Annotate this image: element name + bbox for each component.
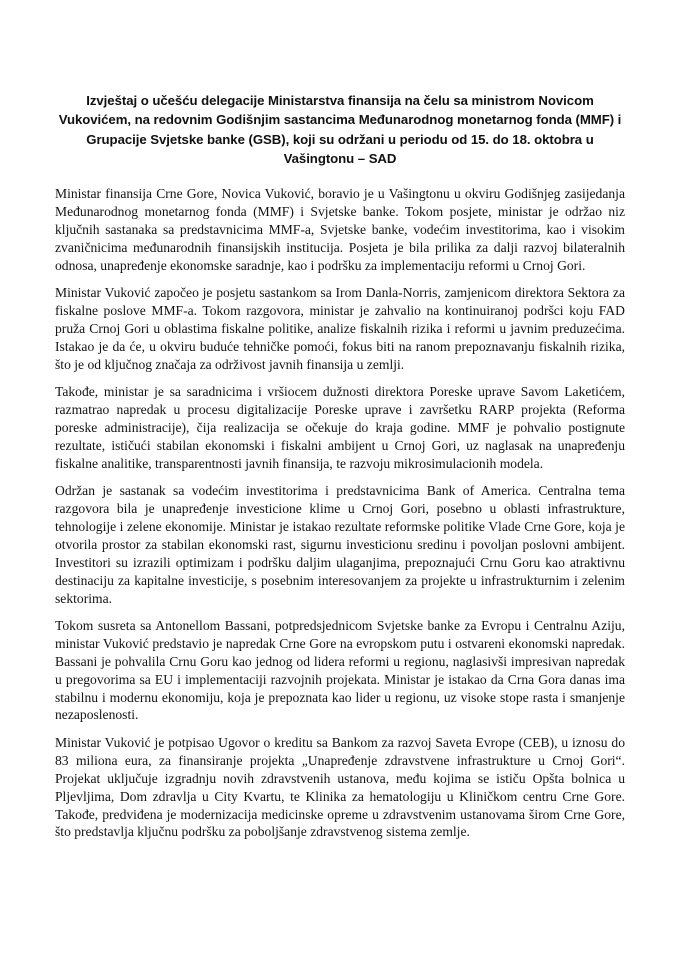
body-paragraph: Tokom susreta sa Antonellom Bassani, potpredsjednicom Svjetske banke za Evropu i Centralnu Aziju, ministar Vuković predstavio je napredak Crne Gore na evropskom putu i ostvareni ekonomski napredak. Bassani je pohvalila Crnu Goru kao jednog od lidera reformi u regionu, naglasivši impresivan napredak u pregovorima sa EU i implementaciji razvojnih projekata. Ministar je istakao da Crna Gora danas ima stabilnu i modernu ekonomiju, koja je prepoznata kao lider u regionu, uz visoke stope rasta i smanjenje nezaposlenosti. bbox=[55, 617, 625, 723]
body-paragraph: Ministar Vuković je potpisao Ugovor o kreditu sa Bankom za razvoj Saveta Evrope (CEB), u iznosu do 83 miliona eura, za finansiranje projekta „Unapređenje zdravstvene infrastrukture u Crnoj Gori“. Projekat uključuje izgradnju novih zdravstvenih ustanova, među kojima se ističu Opšta bolnica u Pljevljima, Dom zdravlja u City Kvartu, te Klinika za hematologiju u Kliničkom centru Crne Gore. Takođe, predviđena je modernizacija medicinske opreme u zdravstvenim ustanovama širom Crne Gore, što predstavlja ključnu podršku za poboljšanje zdravstvenog sistema zemlje. bbox=[55, 734, 625, 840]
body-paragraph: Ministar Vuković započeo je posjetu sastankom sa Irom Danla-Norris, zamjenicom direktora Sektora za fiskalne poslove MMF-a. Tokom razgovora, ministar je zahvalio na kontinuiranoj podršci koju FAD pruža Crnoj Gori u oblastima fiskalne politike, analize fiskalnih rizika i reformi u javnim preduzećima. Istakao je da će, u okviru buduće tehničke pomoći, fokus biti na ranom prepoznavanju fiskalnih rizika, što je od ključnog značaja za održivost javnih finansija u zemlji. bbox=[55, 285, 625, 372]
body-paragraph: Ministar finansija Crne Gore, Novica Vuković, boravio je u Vašingtonu u okviru Godišnjeg zasijedanja Međunarodnog monetarnog fonda (MMF) i Svjetske banke. Tokom posjete, ministar je održao niz ključnih sastanaka sa predstavnicima MMF-a, Svjetske banke, vodećim investitorima, kao i visokim zvaničnicima međunarodnih finansijskih institucija. Posjeta je bila prilika za dalji razvoj bilateralnih odnosa, unapređenje ekonomske saradnje, kao i podršku za implementaciju reformi u Crnoj Gori. bbox=[55, 186, 625, 273]
document-body bbox=[55, 185, 625, 841]
body-paragraph: Održan je sastanak sa vodećim investitorima i predstavnicima Bank of America. Centralna tema razgovora bila je unapređenje investicione klime u Crnoj Gori, posebno u oblasti infrastrukture, tehnologije i zelene ekonomije. Ministar je istakao rezultate reformske politike Vlade Crne Gore, koja je otvorila prostor za stabilan ekonomski rast, sigurnu investicionu sredinu i povoljan poslovni ambijent. Investitori su izrazili optimizam i podršku daljim ulaganjima, prepoznajući Crnu Goru kao atraktivnu destinaciju za kapitalne investicije, s posebnim interesovanjem za projekte u infrastrukturnim i zelenim sektorima. bbox=[55, 483, 625, 606]
body-paragraph: Takođe, ministar je sa saradnicima i vršiocem dužnosti direktora Poreske uprave Savom Laketićem, razmatrao napredak u procesu digitalizacije Poreske uprave i završetku RARP projekta (Reforma poreske administracije), čija realizacija se očekuje do kraja godine. MMF je pohvalio postignute rezultate, ističući stabilan ekonomski i fiskalni ambijent u Crnoj Gori, uz naglasak na unapređenju fiskalne analitike, transparentnosti javnih finansija, te razvoju mikrosimulacionih modela. bbox=[55, 384, 625, 471]
document-title: Izvještaj o učešću delegacije Ministarstva finansija na čelu sa ministrom Novicom Vukovićem, na redovnim Godišnjim sastancima Međunarodnog monetarnog fonda (MMF) i Grupacije Svjetske banke (GSB), koji su održani u periodu od 15. do 18. oktobra u Vašingtonu – SAD bbox=[58, 92, 622, 167]
